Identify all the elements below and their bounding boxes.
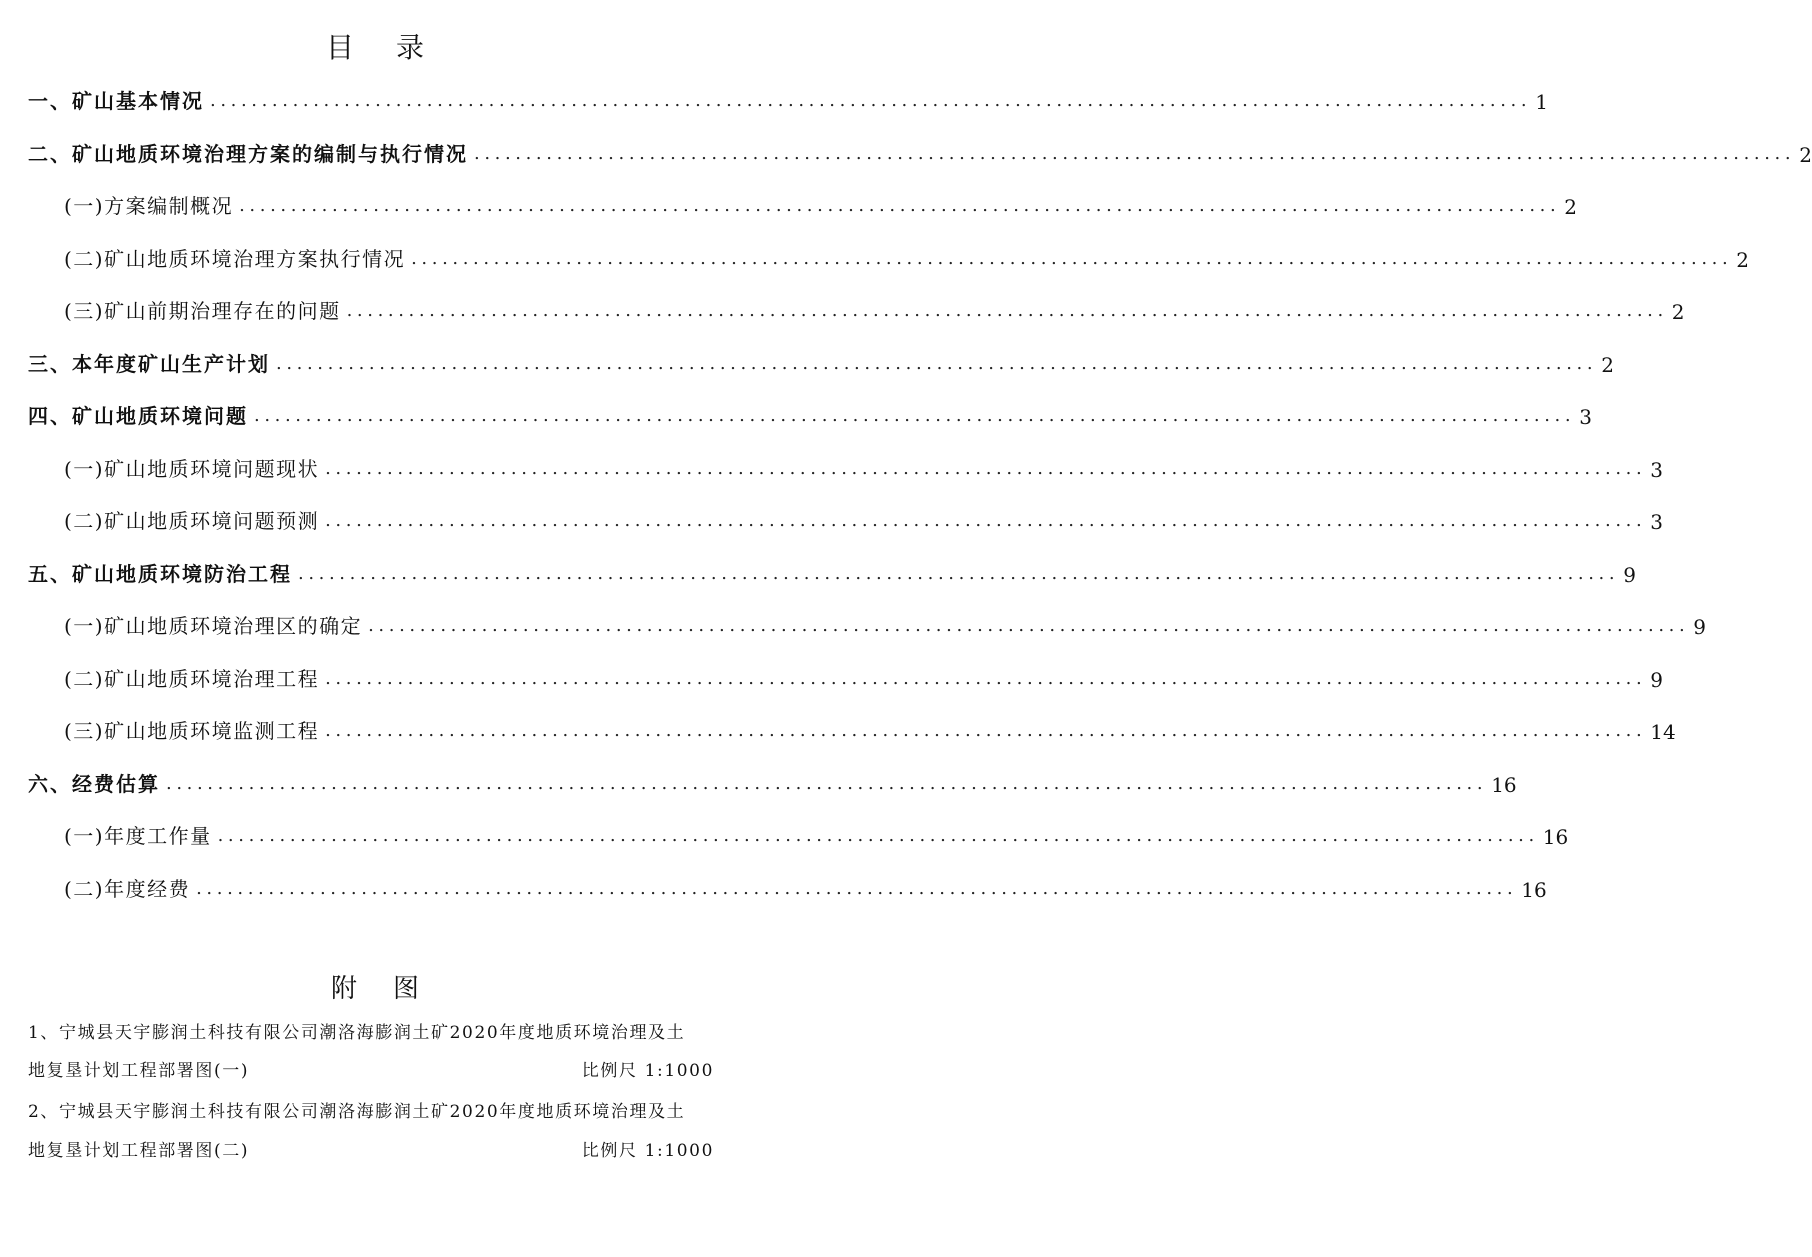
toc-entry[interactable]	[64, 504, 1664, 534]
dot-leader: ................................................................................................................................	[217, 825, 1539, 846]
toc-entry-label: (二)矿山地质环境问题预测	[64, 509, 320, 533]
appendix-item-scale: 比例尺 1:1000	[581, 1061, 714, 1081]
toc-entry-page: 9	[1650, 668, 1664, 692]
toc-entry-label: 二、矿山地质环境治理方案的编制与执行情况	[28, 142, 468, 166]
toc-entry[interactable]	[64, 662, 1664, 692]
toc-entry[interactable]	[28, 84, 1548, 114]
dot-leader: ................................................................................................................................	[474, 143, 1796, 164]
toc-entry[interactable]	[28, 137, 1812, 167]
toc-entry-label: (一)矿山地质环境治理区的确定	[64, 614, 363, 638]
dot-leader: ................................................................................................................................	[276, 353, 1598, 374]
toc-entry[interactable]	[64, 714, 1676, 744]
appendix-item-line2	[28, 1136, 714, 1161]
dot-leader: ................................................................................................................................	[368, 615, 1690, 636]
dot-leader: ................................................................................................................................	[325, 720, 1647, 741]
toc-entry-page: 2	[1601, 353, 1614, 377]
toc-entry[interactable]	[64, 189, 1578, 219]
toc-entry-label: (二)年度经费	[64, 877, 191, 901]
toc-entry-label: 六、经费估算	[28, 772, 160, 796]
toc-entry-label: 一、矿山基本情况	[28, 89, 204, 113]
appendix-item-line2	[28, 1056, 714, 1081]
toc-entry-label: (一)矿山地质环境问题现状	[64, 457, 320, 481]
dot-leader: ................................................................................................................................	[254, 405, 1576, 426]
dot-leader: ................................................................................................................................	[298, 563, 1620, 584]
dot-leader: ................................................................................................................................	[196, 878, 1518, 899]
toc-entry-page: 3	[1650, 458, 1664, 482]
toc-entry[interactable]	[64, 242, 1750, 272]
dot-leader: ................................................................................................................................	[325, 510, 1647, 531]
toc-entry-label: (三)矿山前期治理存在的问题	[64, 299, 341, 323]
toc-entry[interactable]	[28, 557, 1636, 587]
toc-entry[interactable]	[64, 294, 1685, 324]
toc-entry[interactable]	[64, 819, 1569, 849]
toc-entry-page: 2	[1671, 300, 1685, 324]
toc-entry-label: 五、矿山地质环境防治工程	[28, 562, 292, 586]
toc-entry[interactable]	[64, 609, 1707, 639]
toc-entry-page: 9	[1623, 563, 1636, 587]
toc-entry-label: 三、本年度矿山生产计划	[28, 352, 270, 376]
toc-entry-page: 16	[1491, 773, 1517, 797]
toc-entry[interactable]	[28, 399, 1592, 429]
dot-leader: ................................................................................................................................	[325, 668, 1647, 689]
toc-entry-label: (二)矿山地质环境治理工程	[64, 667, 320, 691]
toc-entry-label: (二)矿山地质环境治理方案执行情况	[64, 247, 406, 271]
toc-entry-label: 四、矿山地质环境问题	[28, 404, 248, 428]
dot-leader: ................................................................................................................................	[411, 248, 1733, 269]
toc-entry-page: 2	[1799, 143, 1812, 167]
toc-entry-page: 2	[1564, 195, 1578, 219]
toc-entry-label: (三)矿山地质环境监测工程	[64, 719, 320, 743]
toc-entry-page: 9	[1693, 615, 1707, 639]
dot-leader: ................................................................................................................................	[325, 458, 1647, 479]
toc-entry[interactable]	[64, 452, 1664, 482]
dot-leader: ................................................................................................................................	[346, 300, 1668, 321]
dot-leader: ................................................................................................................................	[210, 90, 1532, 111]
appendix-item-line1: 2、宁城县天宇膨润土科技有限公司潮洛海膨润土矿2020年度地质环境治理及土	[28, 1102, 686, 1122]
toc-entry-page: 16	[1521, 878, 1547, 902]
toc-entry-label: (一)方案编制概况	[64, 194, 234, 218]
appendix-title: 附图	[330, 974, 455, 1004]
page-title: 目录	[325, 31, 466, 64]
toc-entry-page: 2	[1736, 248, 1750, 272]
appendix-item-scale: 比例尺 1:1000	[581, 1141, 714, 1161]
toc-entry[interactable]	[28, 347, 1614, 377]
toc-entry[interactable]	[28, 767, 1517, 797]
toc-entry-page: 14	[1650, 720, 1676, 744]
toc-entry-page: 16	[1542, 825, 1569, 849]
toc-entry-page: 3	[1579, 405, 1592, 429]
toc-entry[interactable]	[64, 872, 1547, 902]
appendix-item-name: 地复垦计划工程部署图(一)	[28, 1061, 250, 1081]
dot-leader: ................................................................................................................................	[239, 195, 1561, 216]
dot-leader: ................................................................................................................................	[166, 773, 1488, 794]
toc-entry-page: 1	[1535, 90, 1548, 114]
appendix-item-name: 地复垦计划工程部署图(二)	[28, 1141, 250, 1161]
toc-entry-label: (一)年度工作量	[64, 824, 212, 848]
appendix-item-line1: 1、宁城县天宇膨润土科技有限公司潮洛海膨润土矿2020年度地质环境治理及土	[28, 1023, 686, 1043]
toc-entry-page: 3	[1650, 510, 1664, 534]
